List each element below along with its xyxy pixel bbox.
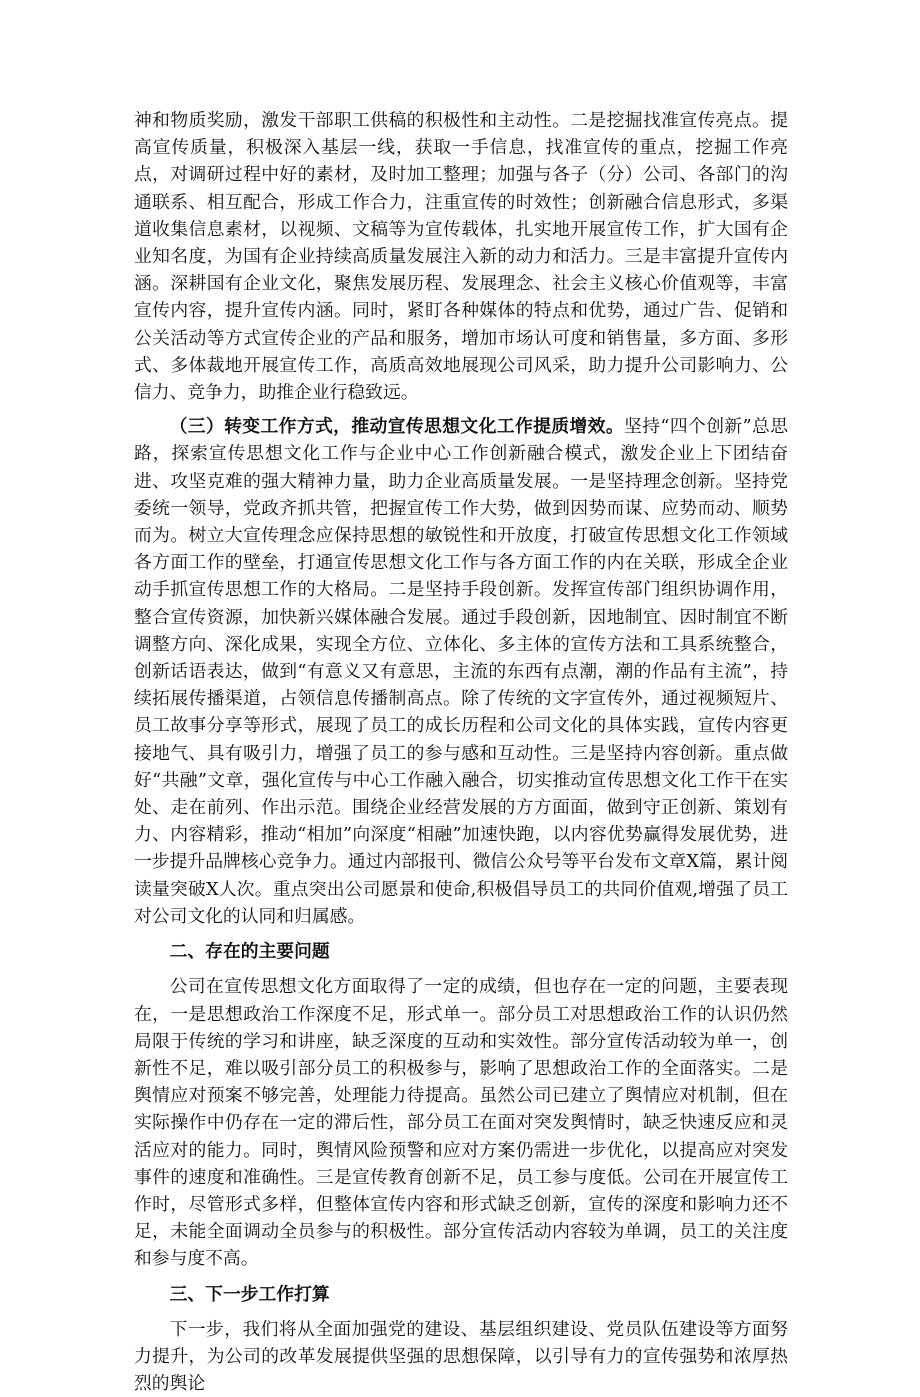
paragraph-2-body: 坚持“四个创新”总思路，探索宣传思想文化工作与企业中心工作创新融合模式，激发企业上下团结奋进、攻坚克难的强大精神力量，助力企业高质量发展。一是坚持理念创新。坚持党委统一领导，党政齐抓共管，把握宣传工作大势，做到因势而谋、应势而动、顺势而为。树立大宣传理念应保持思想的敏锐性和开放度，打破宣传思想文化工作领域各方面工作的壁垒，打通宣传思想文化工作与各方面工作的内在关联，形成全企业动手抓宣传思想工作的大格局。二是坚持手段创新。发挥宣传部门组织协调作用，整合宣传资源，加快新兴媒体融合发展。通过手段创新，因地制宜、因时制宜不断调整方向、深化成果，实现全方位、立体化、多主体的宣传方法和工具系统整合，创新话语表达，做到“有意义又有意思，主流的东西有点潮，潮的作品有主流”，持续拓展传播渠道，占领信息传播制高点。除了传统的文字宣传外，通过视频短片、员工故事分享等形式，展现了员工的成长历程和公司文化的具体实践，宣传内容更接地气、具有吸引力，增强了员工的参与感和互动性。三是坚持内容创新。重点做好“共融”文章，强化宣传与中心工作融入融合，切实推动宣传思想文化工作干在实处、走在前列、作出示范。围绕企业经营发展的方方面面，做到守正创新、策划有力、内容精彩，推动“相加”向深度“相融”加速快跑，以内容优势赢得发展优势，进一步提升品牌核心竞争力。通过内部报刊、微信公众号等平台发布文章X篇，累计阅读量突破X人次。重点突出公司愿景和使命,积极倡导员工的共同价值观,增强了员工对公司文化的认同和归属感。	[134, 416, 788, 927]
paragraph-3: 公司在宣传思想文化方面取得了一定的成绩，但也存在一定的问题，主要表现在，一是思想政治工作深度不足，形式单一。部分员工对思想政治工作的认识仍然局限于传统的学习和讲座，缺乏深度的互动和实效性。部分宣传活动较为单一，创新性不足，难以吸引部分员工的积极参与，影响了思想政治工作的全面落实。二是舆情应对预案不够完善，处理能力待提高。虽然公司已建立了舆情应对机制，但在实际操作中仍存在一定的滞后性，部分员工在面对突发舆情时，缺乏快速反应和灵活应对的能力。同时，舆情风险预警和应对方案仍需进一步优化，以提高应对突发事件的速度和准确性。三是宣传教育创新不足，员工参与度低。公司在开展宣传工作时，尽管形式多样，但整体宣传内容和形式缺乏创新，宣传的深度和影响力还不足，未能全面调动全员参与的积极性。部分宣传活动内容较为单调，员工的关注度和参与度不高。	[134, 976, 788, 1270]
document-body	[134, 107, 788, 1397]
paragraph-4: 下一步，我们将从全面加强党的建设、基层组织建设、党员队伍建设等方面努力提升，为公司的改革发展提供坚强的思想保障，以引导有力的宣传强势和浓厚热烈的舆论	[134, 1318, 788, 1395]
paragraph-2	[134, 413, 788, 930]
section-3-heading: （三）转变工作方式，推动宣传思想文化工作提质增效。	[169, 416, 624, 438]
paragraph-1: 神和物质奖励，激发干部职工供稿的积极性和主动性。二是挖掘找准宣传亮点。提高宣传质量，积极深入基层一线，获取一手信息，找准宣传的重点，挖掘工作亮点，对调研过程中好的素材，及时加工整理；加强与各子（分）公司、各部门的沟通联系、相互配合，形成工作合力，注重宣传的时效性；创新融合信息形式，多渠道收集信息素材，以视频、文稿等为宣传载体，扎实地开展宣传工作，扩大国有企业知名度，为国有企业持续高质量发展注入新的动力和活力。三是丰富提升宣传内涵。深耕国有企业文化，聚焦发展历程、发展理念、社会主义核心价值观等，丰富宣传内容，提升宣传内涵。同时，紧盯各种媒体的特点和优势，通过广告、促销和公关活动等方式宣传企业的产品和服务，增加市场认可度和销售量，多方面、多形式、多体裁地开展宣传工作，高质高效地展现公司风采，助力提升公司影响力、公信力、竞争力，助推企业行稳致远。	[134, 110, 788, 404]
section-heading-next-steps: 三、下一步工作打算	[169, 1283, 330, 1305]
section-heading-problems: 二、存在的主要问题	[169, 941, 330, 963]
